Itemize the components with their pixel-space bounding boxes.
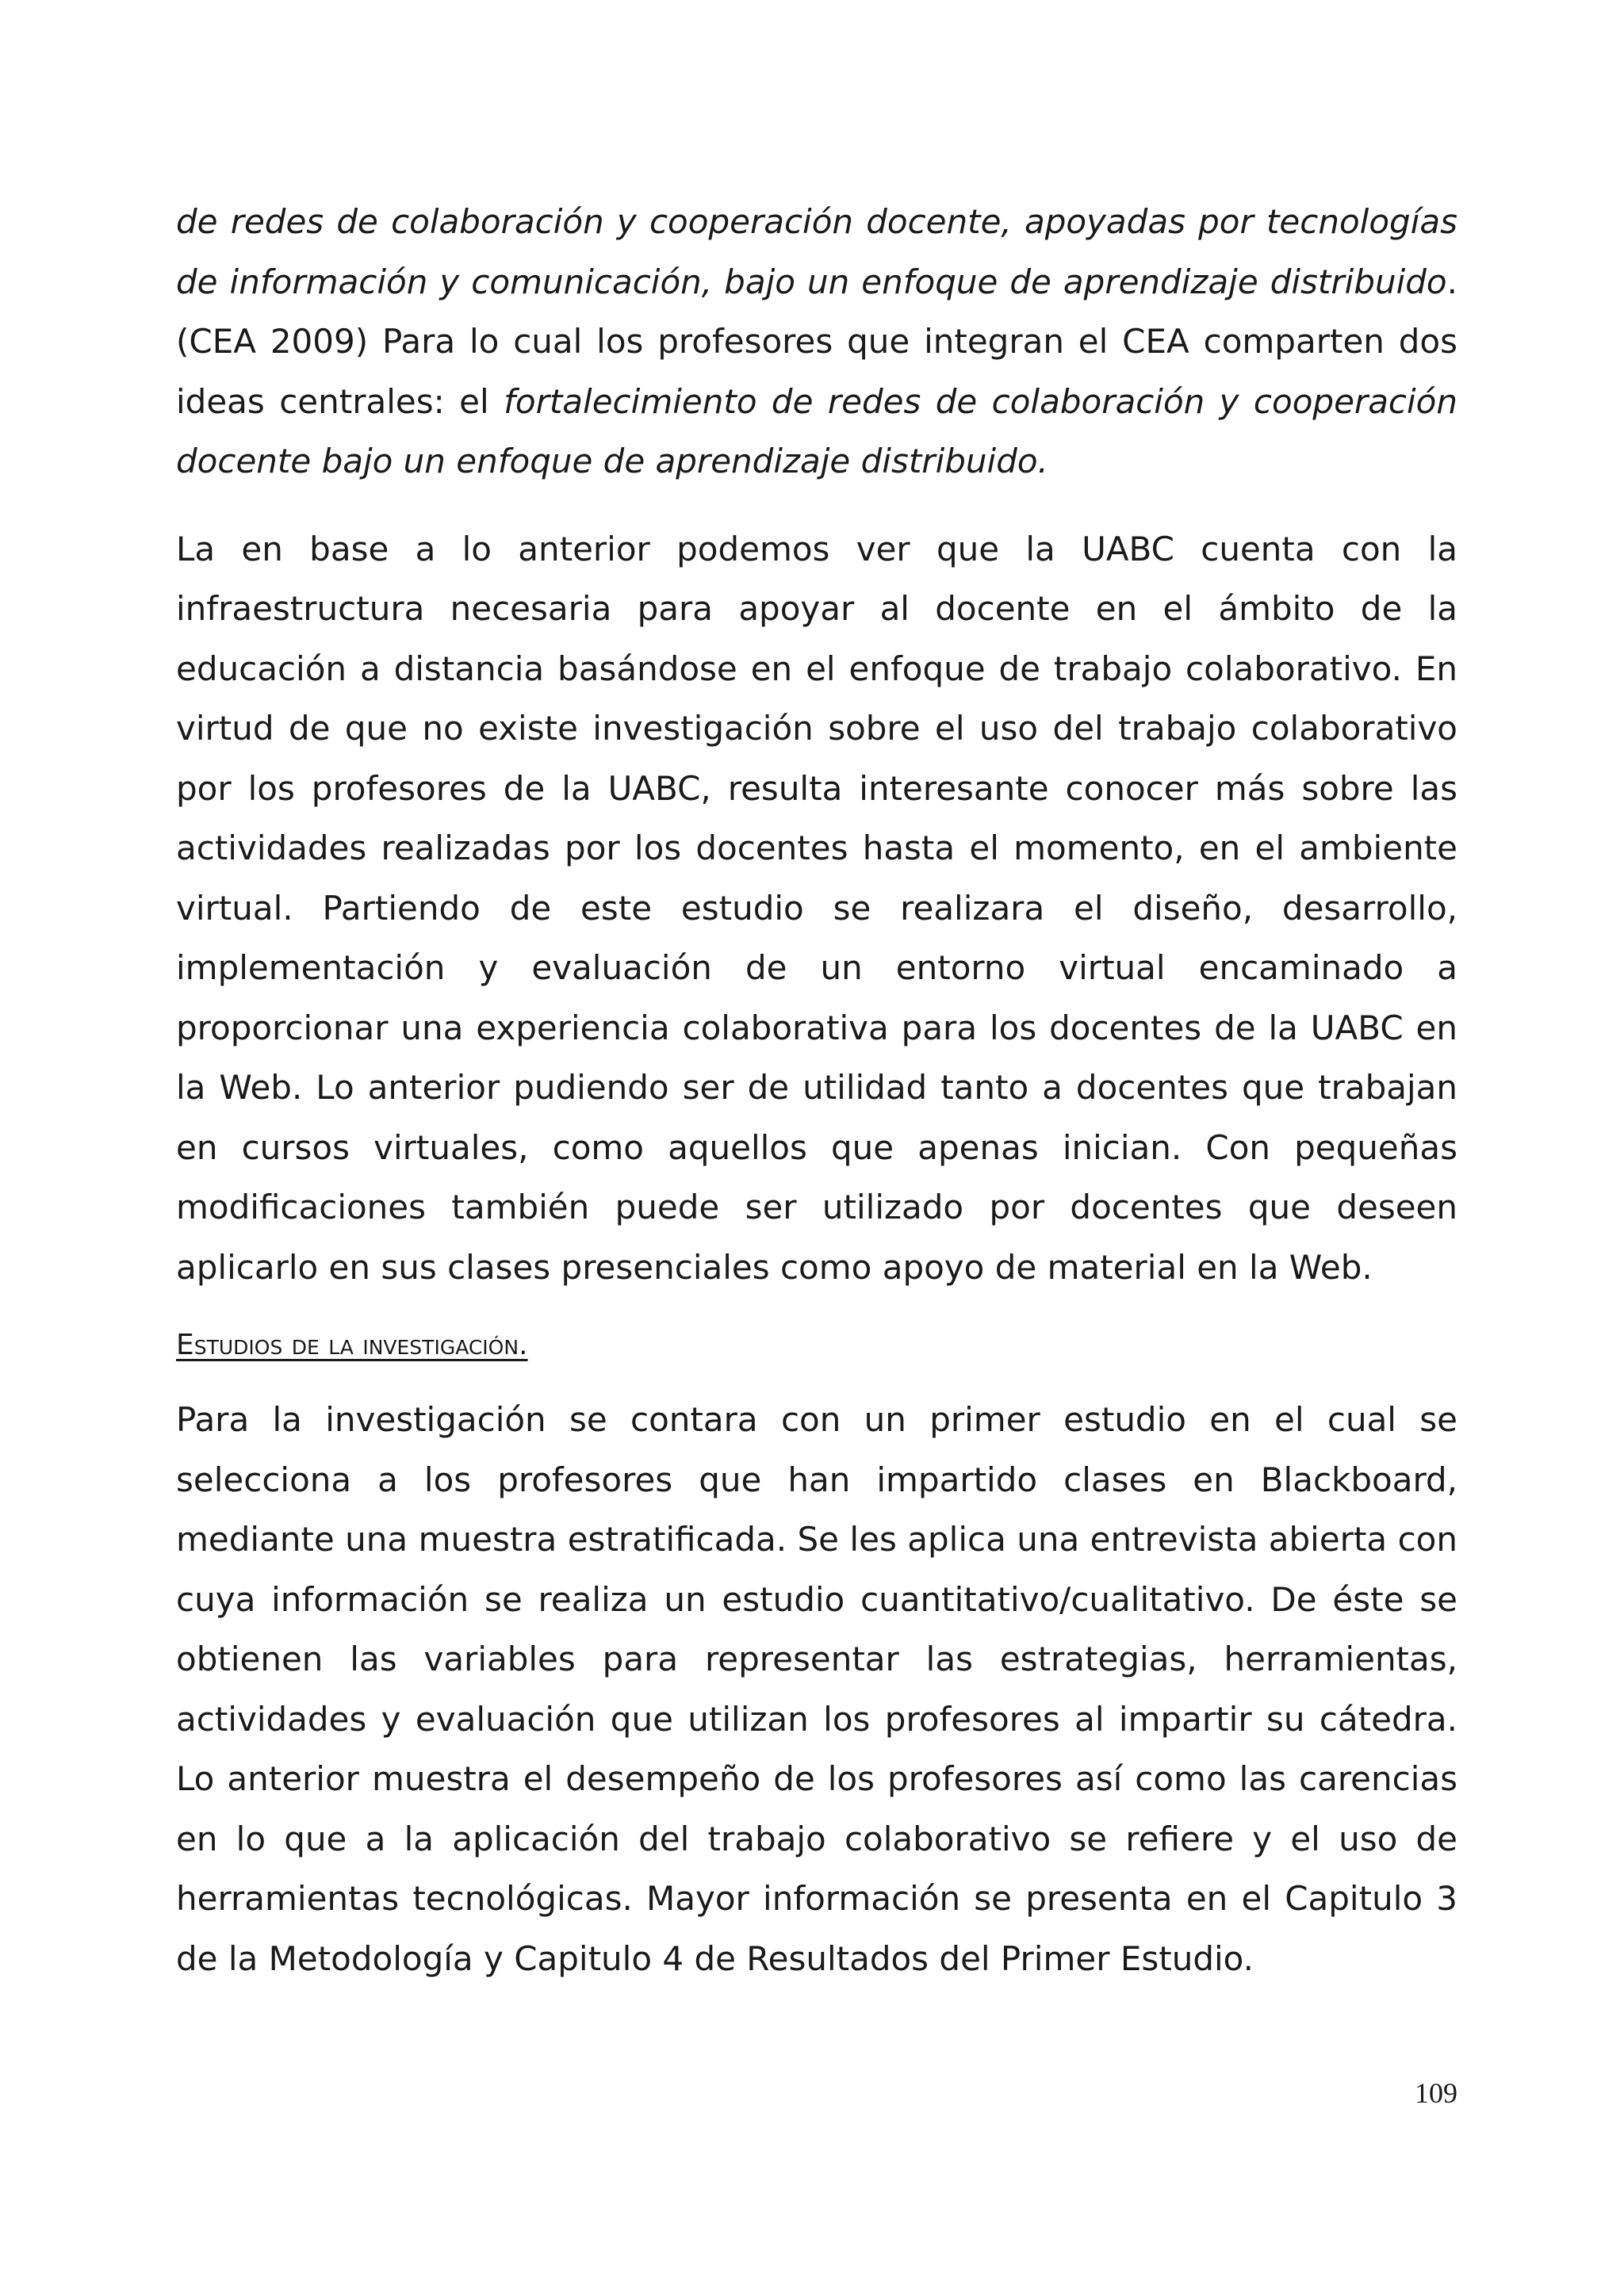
paragraph-uabc-infrastructure: La en base a lo anterior podemos ver que la UABC cuenta con la infraestructura necesaria para apoyar al docente en el ámbito de la educación a distancia basándose en el enfoque de trabajo colaborativo. En virtud de que no existe investigación sobre el uso del trabajo colaborativo por los profesores de la UABC, resulta interesante conocer más sobre las actividades realizadas por los docentes hasta el momento, en el ambiente virtual. Partiendo de este estudio se realizara el diseño, desarrollo, implementación y evaluación de un entorno virtual encaminado a proporcionar una experiencia colaborativa para los docentes de la UABC en la Web. Lo anterior pudiendo ser de utilidad tanto a docentes que trabajan en cursos virtuales, como aquellos que apenas inician. Con pequeñas modificaciones también puede ser utilizado por docentes que deseen aplicarlo en sus clases presenciales como apoyo de material en la Web. [176, 529, 1457, 1287]
paragraph-research-study: Para la investigación se contara con un primer estudio en el cual se selecciona a los profesores que han impartido clases en Blackboard, mediante una muestra estratificada. Se les aplica una entrevista abierta con cuya información se realiza un estudio cuantitativo/cualitativo. De éste se obtienen las variables para representar las estrategias, herramientas, actividades y evaluación que utilizan los profesores al impartir su cátedra. Lo anterior muestra el desempeño de los profesores así como las carencias en lo que a la aplicación del trabajo colaborativo se refiere y el uso de herramientas tecnológicas. Mayor información se presenta en el Capitulo 3 de la Metodología y Capitulo 4 de Resultados del Primer Estudio. [176, 1400, 1457, 1978]
body-text: . (CEA 2009) Para lo cual los profesores que integran el CEA comparten dos ideas centrales: el [176, 262, 1457, 421]
paragraph-continuation [176, 192, 1457, 492]
italic-text: de redes de colaboración y cooperación docente, apoyadas por tecnologías de información y comunicación, bajo un enfoque de aprendizaje distribuido [176, 202, 1457, 301]
section-heading: Estudios de la investigación. [176, 1329, 528, 1361]
document-body [176, 192, 1457, 1988]
page-number: 109 [1415, 2077, 1457, 2109]
italic-text: fortalecimiento de redes de colaboración y cooperación docente bajo un enfoque de aprendizaje distribuido. [176, 381, 1458, 480]
